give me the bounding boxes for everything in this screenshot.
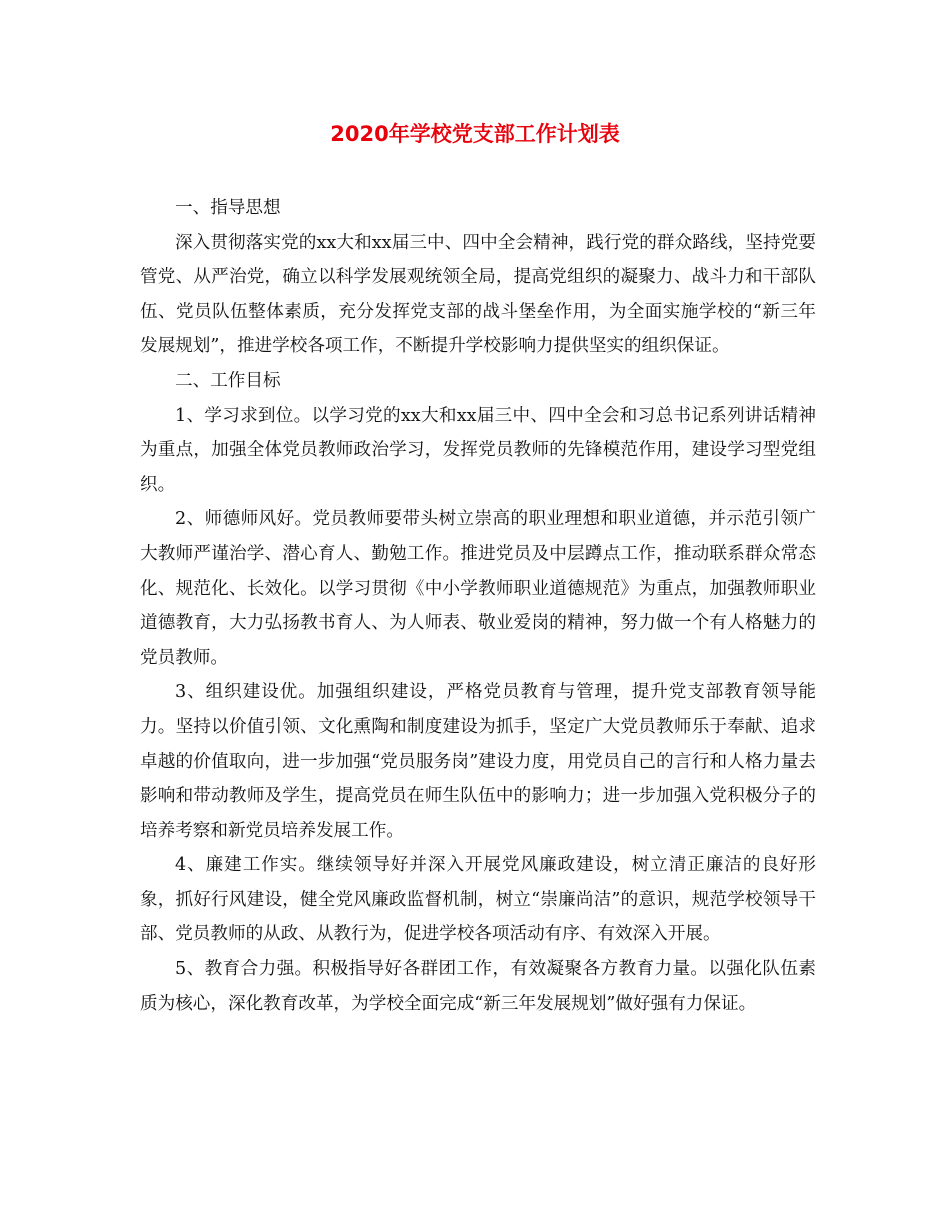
section-heading-guiding-ideology: 一、指导思想 [175,198,281,218]
document-body [140,191,816,1021]
paragraph-goal-3: 3、组织建设优。加强组织建设，严格党员教育与管理，提升党支部教育领导能力。坚持以价值引领、文化熏陶和制度建设为抓手，坚定广大党员教师乐于奉献、追求卓越的价值取向，进一步加强“党员服务岗”建设力度，用党员自己的言行和人格力量去影响和带动教师及学生，提高党员在师生队伍中的影响力；进一步加强入党积极分子的培养考察和新党员培养发展工作。 [140,682,816,841]
paragraph-guiding-ideology: 深入贯彻落实党的xx大和xx届三中、四中全会精神，践行党的群众路线，坚持党要管党、从严治党，确立以科学发展观统领全局，提高党组织的凝聚力、战斗力和干部队伍、党员队伍整体素质，充分发挥党支部的战斗堡垒作用，为全面实施学校的“新三年发展规划”，推进学校各项工作，不断提升学校影响力提供坚实的组织保证。 [140,232,816,357]
paragraph-goal-2: 2、师德师风好。党员教师要带头树立崇高的职业理想和职业道德，并示范引领广大教师严谨治学、潜心育人、勤勉工作。推进党员及中层蹲点工作，推动联系群众常态化、规范化、长效化。以学习贯彻《中小学教师职业道德规范》为重点，加强教师职业道德教育，大力弘扬教书育人、为人师表、敬业爱岗的精神，努力做一个有人格魅力的党员教师。 [140,509,816,668]
paragraph-goal-5: 5、教育合力强。积极指导好各群团工作，有效凝聚各方教育力量。以强化队伍素质为核心，深化教育改革，为学校全面完成“新三年发展规划”做好强有力保证。 [140,959,816,1014]
document-title: 2020年学校党支部工作计划表 [330,122,620,146]
paragraph-goal-1: 1、学习求到位。以学习党的xx大和xx届三中、四中全会和习总书记系列讲话精神为重点，加强全体党员教师政治学习，发挥党员教师的先锋模范作用，建设学习型党组织。 [140,405,816,495]
section-heading-work-goals: 二、工作目标 [175,370,281,391]
paragraph-goal-4: 4、廉建工作实。继续领导好并深入开展党风廉政建设，树立清正廉洁的良好形象，抓好行风建设，健全党风廉政监督机制，树立“崇廉尚洁”的意识，规范学校领导干部、党员教师的从政、从教行为，促进学校各项活动有序、有效深入开展。 [140,855,816,945]
